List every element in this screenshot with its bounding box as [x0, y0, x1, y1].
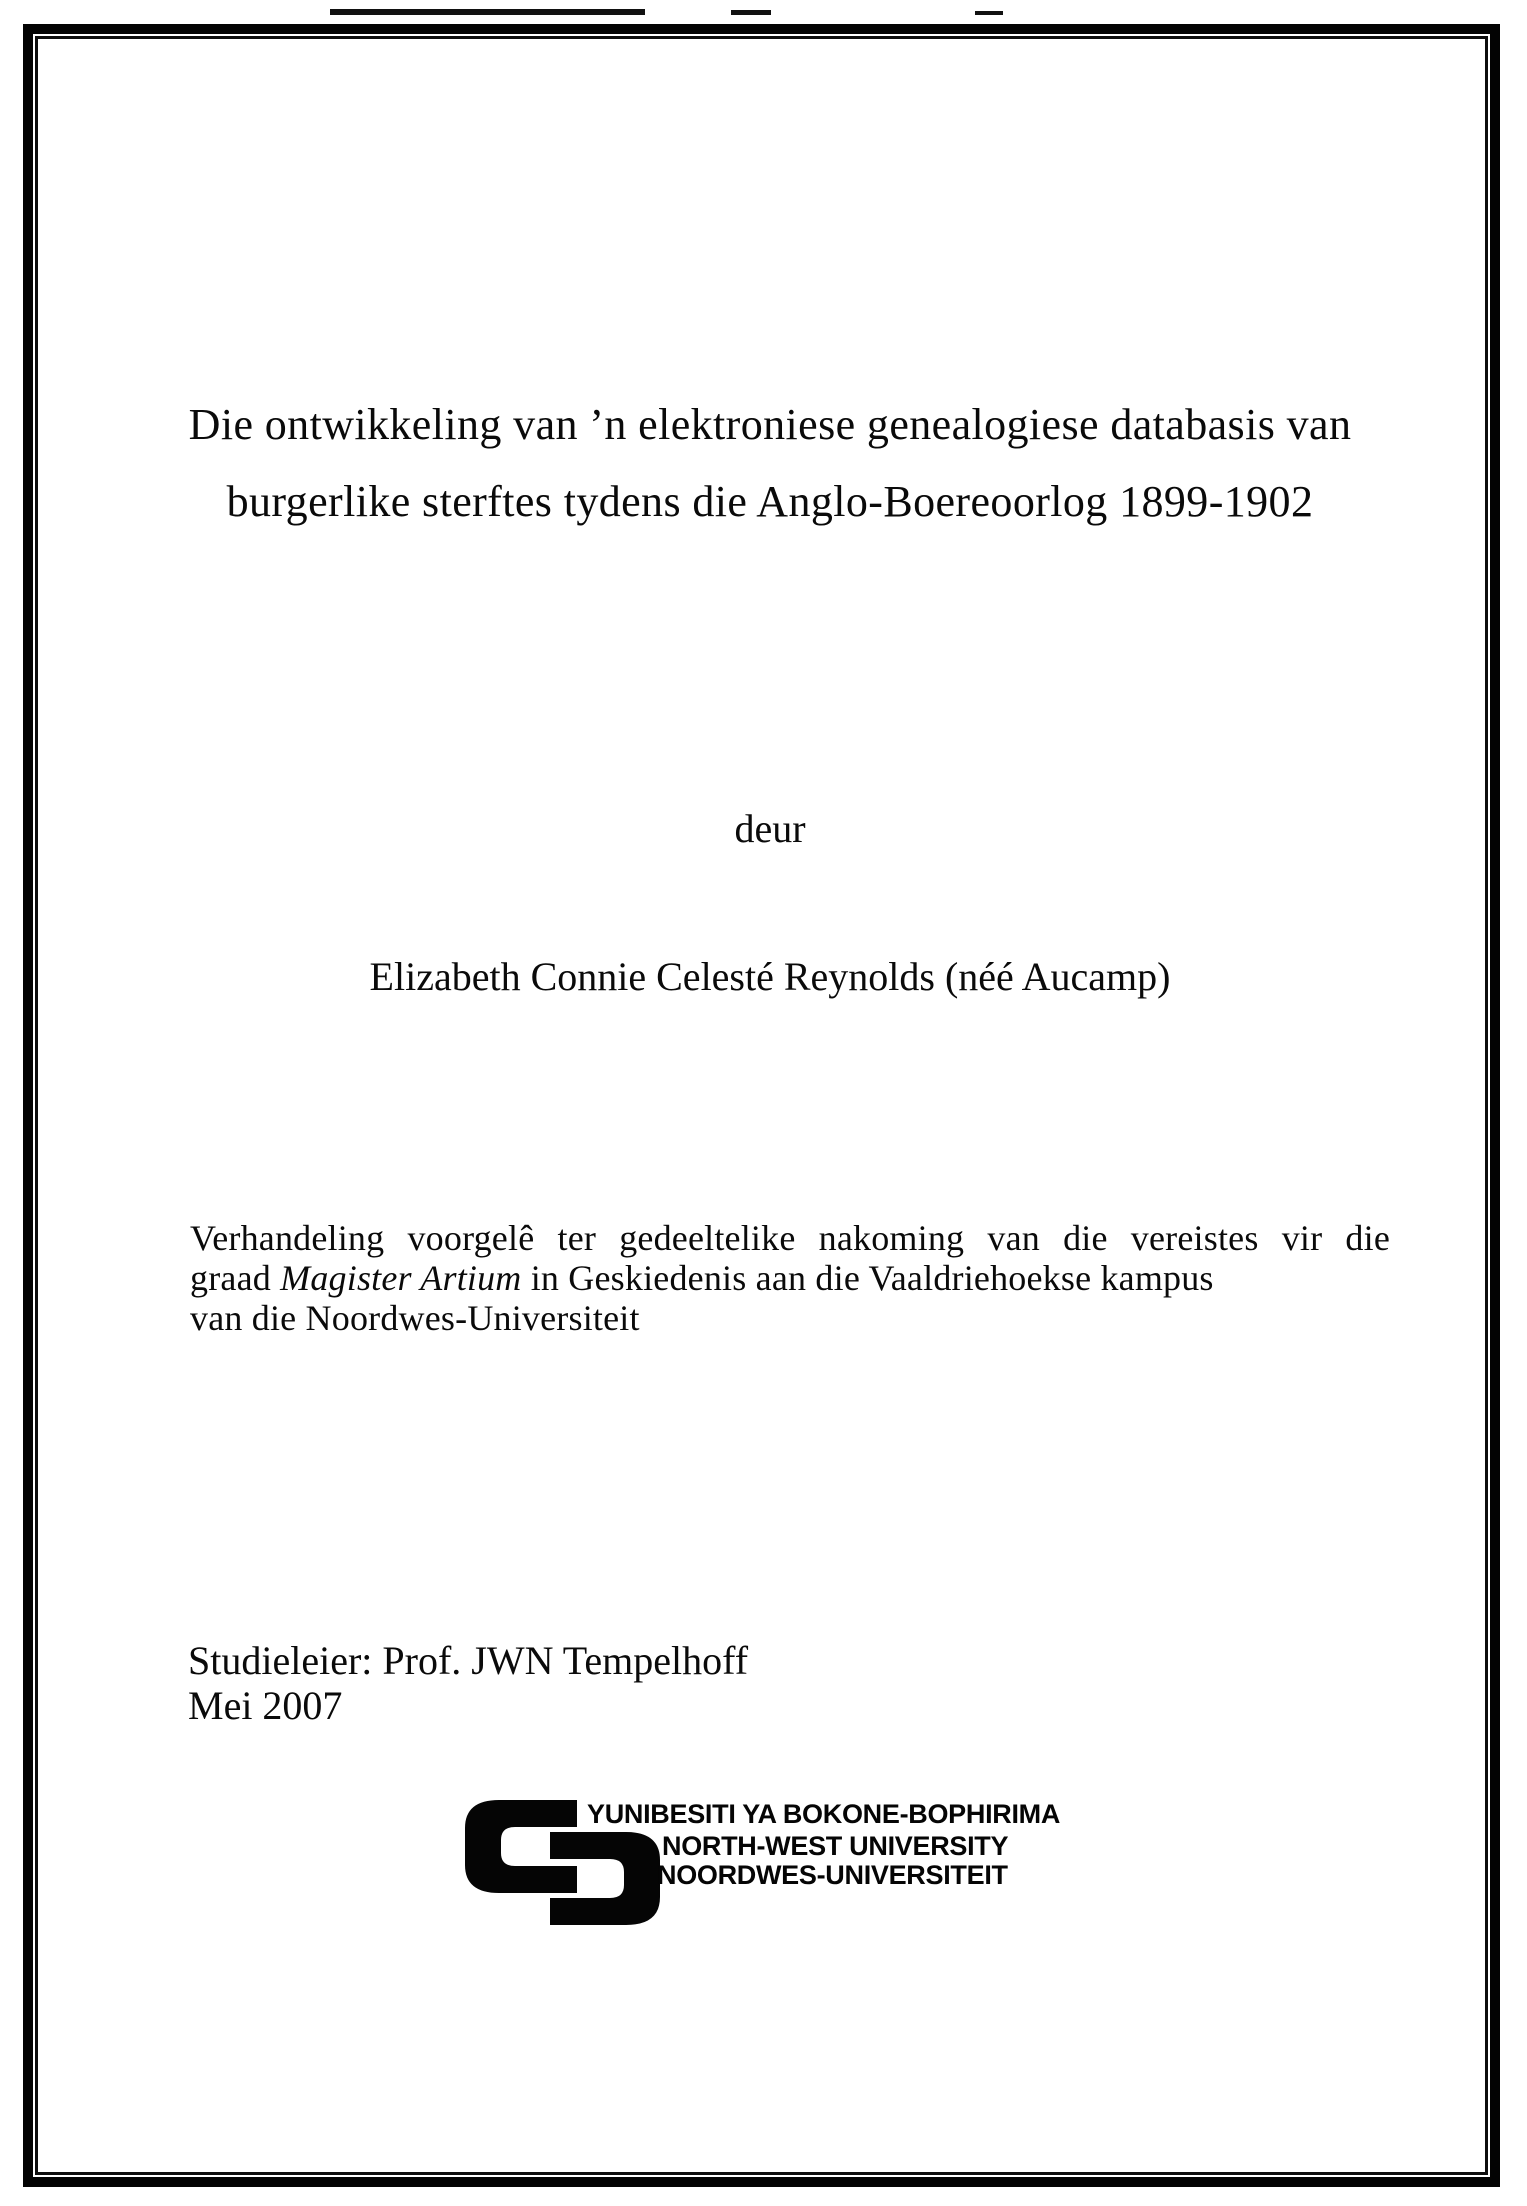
scan-artifact: [731, 10, 771, 15]
date-line: Mei 2007: [188, 1683, 343, 1728]
logo-text-afrikaans: NOORDWES-UNIVERSITEIT: [657, 1860, 1008, 1890]
thesis-title-line-1: Die ontwikkeling van ’n elektroniese genealogiese databasis van: [188, 400, 1352, 449]
university-logo: [465, 1798, 1185, 1938]
degree-statement-line-1: Verhandeling voorgelê ter gedeeltelike nakoming van die vereistes vir die: [190, 1218, 1390, 1258]
scan-artifact: [975, 11, 1003, 15]
author-name: Elizabeth Connie Celesté Reynolds (néé Aucamp): [369, 954, 1171, 999]
thesis-title: [145, 386, 1395, 540]
logo-text-english: NORTH-WEST UNIVERSITY: [662, 1831, 1009, 1861]
degree-line2-suffix: in Geskiedenis aan die Vaaldriehoekse kampus: [521, 1258, 1214, 1298]
degree-line2-prefix: graad: [190, 1258, 281, 1298]
degree-statement-line-3: van die Noordwes-Universiteit: [190, 1298, 640, 1338]
thesis-title-line-2: burgerlike sterftes tydens die Anglo-Boereoorlog 1899-1902: [226, 477, 1314, 526]
supervisor-block: [188, 1638, 748, 1728]
degree-name-italic: Magister Artium: [280, 1258, 522, 1298]
byline-label: deur: [734, 806, 806, 851]
supervisor-line: Studieleier: Prof. JWN Tempelhoff: [188, 1638, 749, 1683]
scan-artifact: [330, 9, 645, 15]
degree-statement: [190, 1218, 1390, 1338]
logo-text-setswana: YUNIBESITI YA BOKONE-BOPHIRIMA: [587, 1799, 1061, 1829]
degree-statement-line-2: [190, 1258, 1390, 1298]
